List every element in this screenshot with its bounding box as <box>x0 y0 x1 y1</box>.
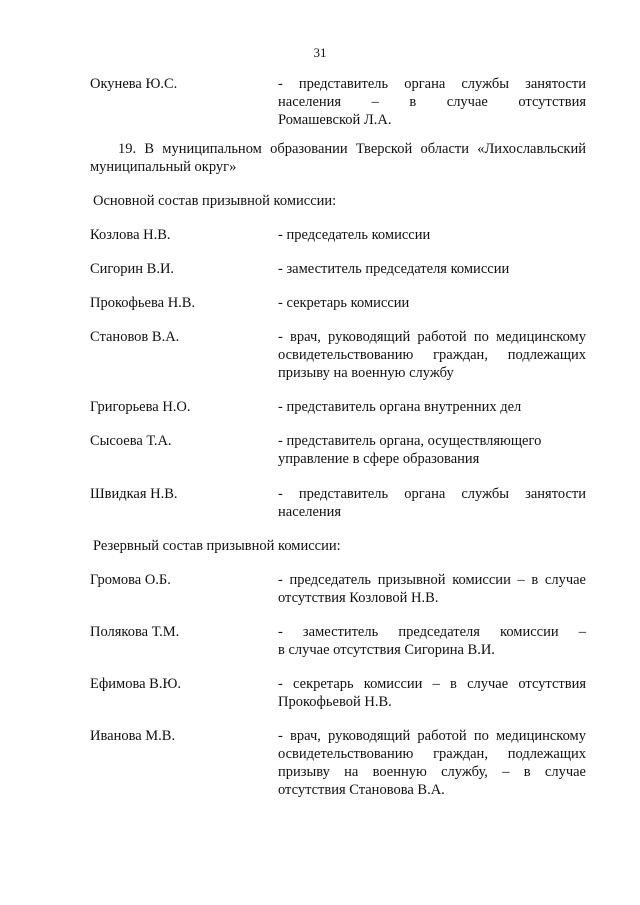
role-line: - врач, руководящий работой по медицинскому <box>278 728 586 744</box>
role-line: призыву на военную службу <box>278 365 454 381</box>
section-title-line: 19. В муниципальном образовании Тверской области «Лихославльский <box>118 141 586 157</box>
member-role <box>278 226 586 244</box>
member-name: Окунева Ю.С. <box>90 76 178 92</box>
member-name: Козлова Н.В. <box>90 227 171 243</box>
role-line: - представитель органа службы занятости <box>278 486 586 502</box>
member-role <box>278 432 586 468</box>
role-line: - заместитель председателя комиссии – <box>278 624 586 640</box>
member-role <box>278 398 586 416</box>
main-composition-heading: Основной состав призывной комиссии: <box>93 193 337 209</box>
role-line: отсутствия Становова В.А. <box>278 782 445 798</box>
role-line: призыву на военную службу, – в случае <box>278 764 586 780</box>
member-name: Швидкая Н.В. <box>90 486 178 502</box>
section-title-line: муниципальный округ» <box>90 159 237 175</box>
member-role <box>278 328 586 382</box>
member-name: Полякова Т.М. <box>90 624 180 640</box>
member-role <box>278 675 586 711</box>
role-line: - представитель органа внутренних дел <box>278 399 522 415</box>
member-role <box>278 260 586 278</box>
member-role <box>278 623 586 659</box>
member-role <box>278 727 586 799</box>
role-line: - представитель органа службы занятости <box>278 76 586 92</box>
section-title <box>90 140 586 176</box>
role-line: - представитель органа, осуществляющего <box>278 433 542 449</box>
member-name: Ефимова В.Ю. <box>90 676 181 692</box>
member-role <box>278 571 586 607</box>
member-name: Григорьева Н.О. <box>90 399 191 415</box>
member-name: Сысоева Т.А. <box>90 433 172 449</box>
member-name: Прокофьева Н.В. <box>90 295 196 311</box>
member-name: Сигорин В.И. <box>90 261 175 277</box>
role-line: освидетельствованию граждан, подлежащих <box>278 746 586 762</box>
member-name: Иванова М.В. <box>90 728 176 744</box>
member-name: Громова О.Б. <box>90 572 171 588</box>
role-line: - врач, руководящий работой по медицинскому <box>278 329 586 345</box>
member-role <box>278 485 586 521</box>
role-line: населения <box>278 504 342 520</box>
role-line: - секретарь комиссии <box>278 295 410 311</box>
member-role <box>278 75 586 129</box>
role-line: - секретарь комиссии – в случае отсутствия <box>278 676 586 692</box>
role-line: управление в сфере образования <box>278 451 480 467</box>
role-line: - председатель призывной комиссии – в случае <box>278 572 586 588</box>
role-line: - заместитель председателя комиссии <box>278 261 510 277</box>
role-line: Прокофьевой Н.В. <box>278 694 392 710</box>
reserve-composition-heading: Резервный состав призывной комиссии: <box>93 538 341 554</box>
role-line: населения – в случае отсутствия <box>278 94 586 110</box>
role-line: - председатель комиссии <box>278 227 431 243</box>
member-role <box>278 294 586 312</box>
member-name: Становов В.А. <box>90 329 180 345</box>
role-line: отсутствия Козловой Н.В. <box>278 590 439 606</box>
role-line: освидетельствованию граждан, подлежащих <box>278 347 586 363</box>
page-number: 31 <box>313 45 327 60</box>
role-line: Ромашевской Л.А. <box>278 112 392 128</box>
role-line: в случае отсутствия Сигорина В.И. <box>278 642 495 658</box>
